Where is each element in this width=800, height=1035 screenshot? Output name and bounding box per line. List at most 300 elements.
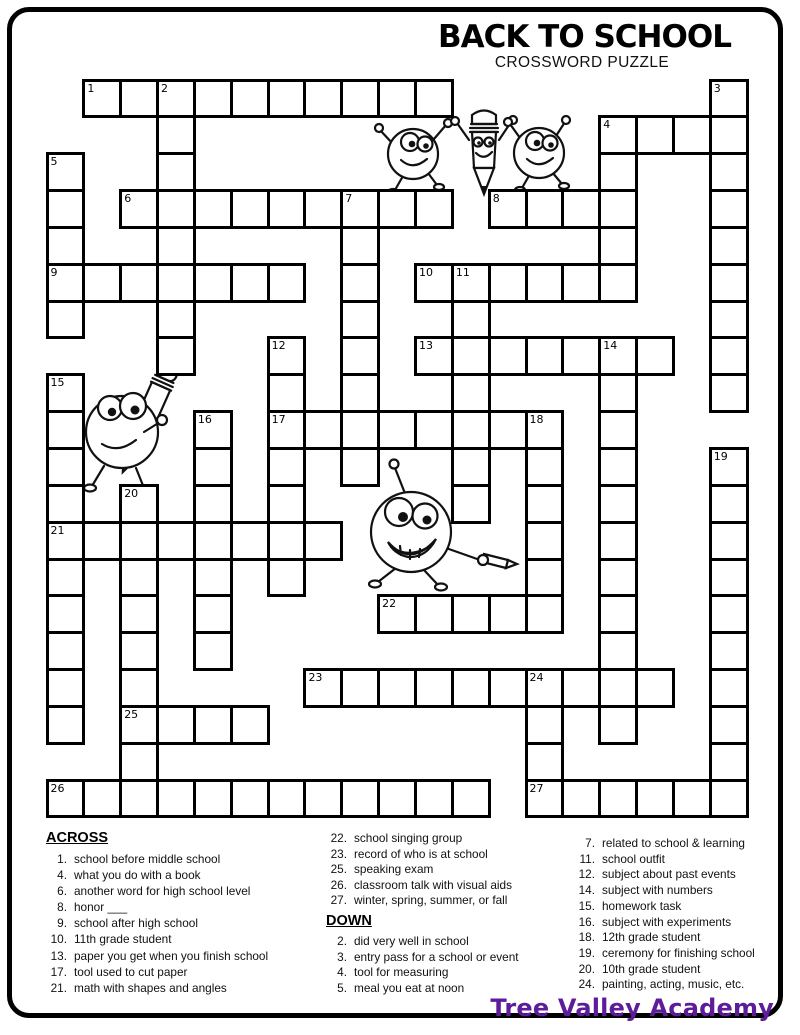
grid-cell[interactable]	[635, 779, 675, 819]
clue-number: 25.	[330, 862, 347, 877]
grid-cell[interactable]	[340, 373, 380, 413]
grid-cell[interactable]	[82, 79, 122, 119]
grid-cell[interactable]	[451, 300, 491, 340]
running-student-illustration	[358, 448, 526, 596]
grid-cell[interactable]	[561, 263, 601, 303]
clue-number: 9.	[57, 916, 67, 931]
grid-cell[interactable]	[561, 668, 601, 708]
grid-cell[interactable]	[488, 263, 528, 303]
grid-cell[interactable]	[451, 336, 491, 376]
clue-item	[326, 893, 588, 909]
grid-cell[interactable]	[46, 410, 86, 450]
grid-cell[interactable]	[709, 668, 749, 708]
grid-cell[interactable]	[193, 484, 233, 524]
clues-column-across	[46, 830, 328, 996]
clue-number: 4.	[57, 868, 67, 883]
grid-cell[interactable]	[377, 410, 417, 450]
cell-number: 27	[529, 781, 544, 795]
clue-item	[574, 883, 796, 899]
grid-cell[interactable]	[156, 189, 196, 229]
grid-cell[interactable]	[119, 631, 159, 671]
grid-cell[interactable]	[119, 594, 159, 634]
clue-number: 27.	[330, 893, 347, 908]
grid-cell[interactable]	[598, 336, 638, 376]
clue-text: painting, acting, music, etc.	[602, 977, 745, 992]
grid-cell[interactable]	[46, 447, 86, 487]
clue-number: 4.	[337, 965, 347, 980]
clue-text: ceremony for finishing school	[602, 945, 755, 960]
clue-item	[326, 950, 588, 966]
grid-cell[interactable]	[303, 668, 343, 708]
page-title: BACK TO SCHOOL	[438, 19, 731, 55]
grid-cell[interactable]	[230, 263, 270, 303]
grid-cell[interactable]	[598, 189, 638, 229]
grid-cell[interactable]	[340, 79, 380, 119]
grid-cell[interactable]	[193, 410, 233, 450]
grid-cell[interactable]	[672, 115, 712, 155]
grid-cell[interactable]	[709, 373, 749, 413]
cell-number: 10	[419, 265, 433, 279]
grid-cell[interactable]	[46, 484, 86, 524]
grid-cell[interactable]	[156, 115, 196, 155]
clue-text: classroom talk with visual aids	[354, 877, 513, 892]
clue-number: 8.	[57, 900, 67, 915]
clue-item	[574, 867, 796, 883]
grid-cell[interactable]	[377, 79, 417, 119]
grid-cell[interactable]	[709, 631, 749, 671]
grid-cell[interactable]	[46, 226, 86, 266]
grid-cell[interactable]	[193, 189, 233, 229]
grid-cell[interactable]	[267, 336, 307, 376]
clue-number: 11.	[579, 851, 595, 866]
cell-number: 24	[529, 671, 544, 685]
cell-number: 9	[50, 265, 58, 279]
cell-number: 16	[197, 413, 212, 427]
cell-number: 8	[492, 192, 500, 206]
grid-cell[interactable]	[414, 189, 454, 229]
grid-cell[interactable]	[119, 189, 159, 229]
cell-number: 2	[161, 81, 169, 95]
grid-cell[interactable]	[267, 484, 307, 524]
grid-cell[interactable]	[709, 558, 749, 598]
grid-cell[interactable]	[267, 410, 307, 450]
clue-text: honor ___	[74, 900, 128, 915]
clue-item	[574, 962, 796, 978]
down-header: DOWN	[326, 912, 372, 929]
grid-cell[interactable]	[414, 79, 454, 119]
clue-text: 10th grade student	[602, 961, 701, 976]
grid-cell[interactable]	[598, 410, 638, 450]
grid-cell[interactable]	[709, 742, 749, 782]
clues-column-down	[574, 836, 796, 993]
grid-cell[interactable]	[303, 79, 343, 119]
grid-cell[interactable]	[451, 263, 491, 303]
clue-text: entry pass for a school or event	[354, 949, 519, 964]
grid-cell[interactable]	[488, 189, 528, 229]
cell-number: 11	[455, 265, 470, 279]
grid-cell[interactable]	[525, 484, 565, 524]
clue-item	[326, 862, 588, 878]
grid-cell[interactable]	[46, 558, 86, 598]
clue-number: 14.	[578, 883, 595, 898]
clue-text: school singing group	[354, 831, 463, 845]
clue-number: 22.	[330, 831, 347, 845]
cell-number: 26	[50, 781, 65, 795]
grid-cell[interactable]	[377, 189, 417, 229]
grid-cell[interactable]	[488, 336, 528, 376]
grid-cell[interactable]	[193, 631, 233, 671]
grid-cell[interactable]	[709, 336, 749, 376]
clue-number: 7.	[585, 836, 595, 850]
cell-number: 3	[713, 81, 721, 95]
grid-cell[interactable]	[230, 705, 270, 745]
grid-cell[interactable]	[561, 336, 601, 376]
grid-cell[interactable]	[340, 410, 380, 450]
grid-cell[interactable]	[525, 447, 565, 487]
grid-cell[interactable]	[340, 189, 380, 229]
grid-cell[interactable]	[267, 79, 307, 119]
grid-cell[interactable]	[119, 558, 159, 598]
clue-text: tool for measuring	[354, 965, 449, 980]
clue-text: paper you get when you finish school	[74, 948, 269, 963]
grid-cell[interactable]	[451, 410, 491, 450]
grid-cell[interactable]	[635, 668, 675, 708]
grid-cell[interactable]	[377, 779, 417, 819]
clue-item	[326, 965, 588, 981]
grid-cell[interactable]	[598, 779, 638, 819]
grid-cell[interactable]	[377, 668, 417, 708]
grid-cell[interactable]	[46, 705, 86, 745]
grid-cell[interactable]	[598, 373, 638, 413]
clue-text: did very well in school	[354, 933, 469, 948]
grid-cell[interactable]	[709, 189, 749, 229]
clue-text: related to school & learning	[602, 836, 745, 850]
grid-cell[interactable]	[414, 410, 454, 450]
grid-cell[interactable]	[46, 668, 86, 708]
running-student-icon	[358, 448, 526, 596]
grid-cell[interactable]	[709, 226, 749, 266]
cell-number: 23	[308, 671, 323, 685]
clue-text: school outfit	[602, 851, 665, 866]
cell-number: 1	[87, 81, 95, 95]
clue-number: 13.	[50, 948, 67, 963]
clue-item	[326, 878, 588, 894]
grid-cell[interactable]	[303, 410, 343, 450]
grid-cell[interactable]	[267, 558, 307, 598]
cell-number: 15	[50, 376, 65, 390]
grid-cell[interactable]	[525, 410, 565, 450]
grid-cell[interactable]	[525, 189, 565, 229]
cell-number: 19	[713, 450, 728, 463]
grid-cell[interactable]	[451, 594, 491, 634]
grid-cell[interactable]	[340, 226, 380, 266]
grid-cell[interactable]	[635, 336, 675, 376]
clue-text: subject with numbers	[602, 883, 713, 898]
grid-cell[interactable]	[414, 668, 454, 708]
clue-text: 12th grade student	[602, 930, 701, 945]
cell-number: 17	[271, 413, 286, 427]
grid-cell[interactable]	[525, 521, 565, 561]
grid-cell[interactable]	[156, 79, 196, 119]
cell-number: 21	[50, 523, 65, 537]
grid-cell[interactable]	[156, 263, 196, 303]
cell-number: 6	[124, 192, 132, 206]
grid-cell[interactable]	[598, 668, 638, 708]
clue-number: 3.	[337, 949, 347, 964]
clue-item	[574, 915, 796, 931]
cell-number: 7	[345, 192, 353, 206]
grid-cell[interactable]	[119, 484, 159, 524]
clue-item	[46, 931, 328, 947]
grid-cell[interactable]	[598, 521, 638, 561]
clue-item	[46, 899, 328, 915]
clue-number: 10.	[50, 932, 67, 947]
grid-cell[interactable]	[267, 189, 307, 229]
grid-cell[interactable]	[340, 447, 380, 487]
clue-item	[574, 836, 796, 852]
grid-cell[interactable]	[709, 263, 749, 303]
grid-cell[interactable]	[46, 300, 86, 340]
clue-text: winter, spring, summer, or fall	[354, 893, 508, 908]
grid-cell[interactable]	[598, 484, 638, 524]
clue-text: school after high school	[74, 916, 198, 931]
grid-cell[interactable]	[709, 447, 749, 487]
clue-item	[326, 831, 588, 847]
grid-cell[interactable]	[46, 152, 86, 192]
clue-text: subject with experiments	[602, 914, 732, 929]
clue-item	[574, 852, 796, 868]
clue-number: 18.	[578, 930, 595, 945]
grid-cell[interactable]	[193, 521, 233, 561]
grid-cell[interactable]	[598, 558, 638, 598]
grid-cell[interactable]	[488, 410, 528, 450]
clue-number: 2.	[337, 933, 347, 948]
across-header: ACROSS	[46, 830, 109, 846]
grid-cell[interactable]	[82, 521, 122, 561]
grid-cell[interactable]	[561, 779, 601, 819]
grid-cell[interactable]	[561, 189, 601, 229]
grid-cell[interactable]	[267, 447, 307, 487]
cell-number: 22	[382, 597, 397, 611]
grid-cell[interactable]	[709, 484, 749, 524]
clue-text: meal you eat at noon	[354, 980, 465, 995]
clue-item	[326, 847, 588, 863]
grid-cell[interactable]	[340, 668, 380, 708]
grid-cell[interactable]	[119, 79, 159, 119]
grid-cell[interactable]	[414, 594, 454, 634]
grid-cell[interactable]	[635, 115, 675, 155]
clue-item	[46, 867, 328, 883]
grid-cell[interactable]	[46, 263, 86, 303]
grid-cell[interactable]	[598, 115, 638, 155]
grid-cell[interactable]	[525, 558, 565, 598]
clue-number: 26.	[330, 877, 347, 892]
grid-cell[interactable]	[709, 594, 749, 634]
clue-number: 15.	[578, 898, 595, 913]
clue-text: another word for high school level	[74, 884, 251, 899]
clue-item	[46, 883, 328, 899]
grid-cell[interactable]	[267, 263, 307, 303]
grid-cell[interactable]	[525, 668, 565, 708]
grid-cell[interactable]	[525, 263, 565, 303]
grid-cell[interactable]	[709, 115, 749, 155]
grid-cell[interactable]	[525, 779, 565, 819]
clue-number: 5.	[337, 980, 347, 995]
grid-cell[interactable]	[598, 594, 638, 634]
grid-cell[interactable]	[709, 779, 749, 819]
grid-cell[interactable]	[451, 779, 491, 819]
clue-item	[574, 977, 796, 993]
grid-cell[interactable]	[46, 594, 86, 634]
clue-item	[46, 915, 328, 931]
clue-item	[46, 980, 328, 996]
clue-number: 6.	[57, 884, 67, 899]
clue-item	[326, 934, 588, 950]
clue-item	[574, 930, 796, 946]
clue-number: 16.	[578, 914, 595, 929]
grid-cell[interactable]	[156, 300, 196, 340]
grid-cell[interactable]	[303, 189, 343, 229]
clue-number: 1.	[57, 852, 67, 866]
grid-cell[interactable]	[488, 594, 528, 634]
grid-cell[interactable]	[156, 705, 196, 745]
grid-cell[interactable]	[340, 336, 380, 376]
cell-number: 18	[529, 413, 544, 427]
clue-number: 20.	[578, 961, 595, 976]
grid-cell[interactable]	[193, 79, 233, 119]
grid-cell[interactable]	[709, 152, 749, 192]
clue-text: subject about past events	[602, 867, 736, 882]
grid-cell[interactable]	[451, 668, 491, 708]
grid-cell[interactable]	[414, 336, 454, 376]
cell-number: 25	[124, 707, 139, 721]
grid-cell[interactable]	[156, 521, 196, 561]
grid-cell[interactable]	[193, 594, 233, 634]
grid-cell[interactable]	[156, 152, 196, 192]
grid-cell[interactable]	[414, 779, 454, 819]
cell-number: 5	[50, 155, 58, 169]
grid-cell[interactable]	[193, 447, 233, 487]
grid-cell[interactable]	[303, 779, 343, 819]
grid-cell[interactable]	[193, 558, 233, 598]
grid-cell[interactable]	[709, 300, 749, 340]
grid-cell[interactable]	[709, 521, 749, 561]
grid-cell[interactable]	[267, 779, 307, 819]
grid-cell[interactable]	[598, 152, 638, 192]
grid-cell[interactable]	[525, 705, 565, 745]
clue-item	[46, 964, 328, 980]
clues-column-middle	[326, 831, 588, 996]
clue-text: school before middle school	[74, 852, 221, 866]
grid-cell[interactable]	[451, 447, 491, 487]
clue-number: 21.	[50, 980, 67, 995]
grid-cell[interactable]	[598, 447, 638, 487]
clue-text: what you do with a book	[74, 868, 201, 883]
grid-cell[interactable]	[230, 189, 270, 229]
clue-number: 12.	[578, 867, 595, 882]
cell-number: 13	[419, 339, 433, 353]
grid-cell[interactable]	[340, 263, 380, 303]
grid-cell[interactable]	[598, 705, 638, 745]
grid-cell[interactable]	[451, 373, 491, 413]
cell-number: 20	[124, 486, 139, 500]
grid-cell[interactable]	[82, 263, 122, 303]
grid-cell[interactable]	[525, 594, 565, 634]
clue-text: homework task	[602, 898, 682, 913]
grid-cell[interactable]	[46, 779, 86, 819]
grid-cell[interactable]	[119, 668, 159, 708]
grid-cell[interactable]	[156, 336, 196, 376]
clue-number: 24.	[578, 977, 595, 992]
grid-cell[interactable]	[598, 263, 638, 303]
clue-number: 19.	[578, 945, 595, 960]
grid-cell[interactable]	[709, 705, 749, 745]
grid-cell[interactable]	[340, 300, 380, 340]
clue-text: speaking exam	[354, 862, 434, 877]
grid-cell[interactable]	[119, 263, 159, 303]
grid-cell[interactable]	[303, 521, 343, 561]
grid-cell[interactable]	[672, 779, 712, 819]
grid-cell[interactable]	[267, 521, 307, 561]
grid-cell[interactable]	[598, 226, 638, 266]
branding-text: Tree Valley Academy	[490, 994, 774, 1022]
clue-number: 17.	[50, 964, 67, 979]
grid-cell[interactable]	[377, 594, 417, 634]
cell-number: 14	[603, 339, 618, 353]
clue-item	[574, 899, 796, 915]
grid-cell[interactable]	[267, 373, 307, 413]
cell-number: 4	[603, 118, 611, 132]
title-block	[438, 19, 731, 72]
grid-cell[interactable]	[156, 226, 196, 266]
grid-cell[interactable]	[414, 263, 454, 303]
grid-cell[interactable]	[156, 779, 196, 819]
grid-cell[interactable]	[193, 779, 233, 819]
grid-cell[interactable]	[193, 705, 233, 745]
grid-cell[interactable]	[46, 631, 86, 671]
grid-cell[interactable]	[119, 742, 159, 782]
clue-item	[46, 948, 328, 964]
grid-cell[interactable]	[193, 263, 233, 303]
grid-cell[interactable]	[525, 336, 565, 376]
clue-text: math with shapes and angles	[74, 980, 227, 995]
clue-item	[574, 946, 796, 962]
clue-number: 23.	[330, 846, 347, 861]
grid-cell[interactable]	[119, 521, 159, 561]
grid-cell[interactable]	[82, 779, 122, 819]
grid-cell[interactable]	[46, 189, 86, 229]
clue-item	[46, 851, 328, 867]
grid-cell[interactable]	[340, 779, 380, 819]
clue-text: tool used to cut paper	[74, 964, 188, 979]
cell-number: 12	[271, 339, 286, 353]
grid-cell[interactable]	[119, 779, 159, 819]
grid-cell[interactable]	[525, 742, 565, 782]
grid-cell[interactable]	[451, 484, 491, 524]
grid-cell[interactable]	[46, 373, 86, 413]
page-subtitle: CROSSWORD PUZZLE	[494, 54, 670, 71]
grid-cell[interactable]	[230, 79, 270, 119]
grid-cell[interactable]	[598, 631, 638, 671]
grid-cell[interactable]	[230, 779, 270, 819]
grid-cell[interactable]	[488, 668, 528, 708]
grid-cell[interactable]	[119, 705, 159, 745]
grid-cell[interactable]	[230, 521, 270, 561]
grid-cell[interactable]	[46, 521, 86, 561]
clue-text: 11th grade student	[74, 932, 172, 947]
grid-cell[interactable]	[709, 79, 749, 119]
clue-text: record of who is at school	[354, 846, 488, 861]
